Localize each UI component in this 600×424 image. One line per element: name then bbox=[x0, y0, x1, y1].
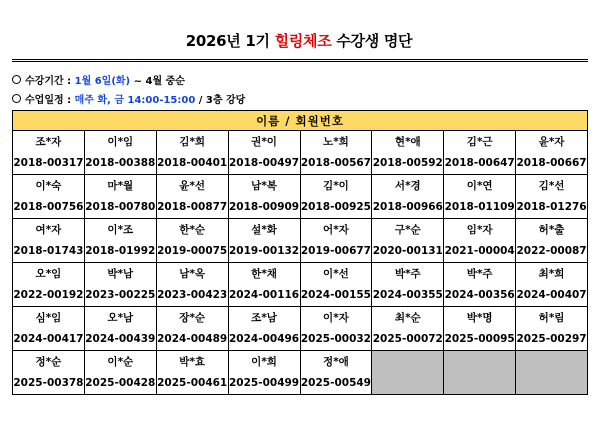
member-id: 2024-00355 bbox=[372, 284, 444, 307]
member-name: 이*자 bbox=[300, 307, 372, 329]
member-id: 2018-00966 bbox=[372, 196, 444, 219]
member-id: 2018-00925 bbox=[300, 196, 372, 219]
title-divider bbox=[12, 59, 588, 62]
table-row-names bbox=[13, 131, 588, 153]
member-name: 박*주 bbox=[444, 263, 516, 285]
member-id: 2018-00497 bbox=[228, 152, 300, 175]
member-id: 2018-00317 bbox=[13, 152, 85, 175]
member-name: 이*조 bbox=[84, 219, 156, 241]
title-prefix: 2026년 1기 bbox=[185, 32, 275, 50]
member-name: 정*순 bbox=[13, 351, 85, 373]
member-id: 2020-00131 bbox=[372, 240, 444, 263]
member-name: 이*임 bbox=[84, 131, 156, 153]
member-name: 한*순 bbox=[156, 219, 228, 241]
member-name: 어*자 bbox=[300, 219, 372, 241]
member-id: 2018-01276 bbox=[516, 196, 588, 219]
member-name: 노*희 bbox=[300, 131, 372, 153]
member-id: 2024-00496 bbox=[228, 328, 300, 351]
member-name: 조*자 bbox=[13, 131, 85, 153]
schedule-time: 매주 화, 금 14:00-15:00 bbox=[74, 95, 196, 106]
info-schedule bbox=[12, 91, 245, 106]
member-id: 2024-00439 bbox=[84, 328, 156, 351]
member-id: 2022-00087 bbox=[516, 240, 588, 263]
member-id: 2024-00489 bbox=[156, 328, 228, 351]
period-start: 1월 6일(화) bbox=[74, 76, 131, 87]
member-id: 2018-01992 bbox=[84, 240, 156, 263]
table-row-ids bbox=[13, 240, 588, 263]
member-id: 2024-00155 bbox=[300, 284, 372, 307]
member-id: 2019-00075 bbox=[156, 240, 228, 263]
info-period bbox=[12, 72, 185, 87]
member-id: 2018-00909 bbox=[228, 196, 300, 219]
page-title bbox=[12, 30, 586, 51]
member-name: 권*이 bbox=[228, 131, 300, 153]
period-end: ~ 4월 중순 bbox=[130, 76, 185, 87]
member-id: 2025-00499 bbox=[228, 372, 300, 395]
member-name: 최*순 bbox=[372, 307, 444, 329]
empty-cell bbox=[516, 372, 588, 395]
member-id: 2024-00417 bbox=[13, 328, 85, 351]
member-name: 이*순 bbox=[84, 351, 156, 373]
member-id: 2021-00004 bbox=[444, 240, 516, 263]
empty-cell bbox=[372, 351, 444, 373]
member-name: 임*자 bbox=[444, 219, 516, 241]
member-id: 2022-00192 bbox=[13, 284, 85, 307]
member-id: 2024-00356 bbox=[444, 284, 516, 307]
member-name: 허*출 bbox=[516, 219, 588, 241]
member-id: 2018-00667 bbox=[516, 152, 588, 175]
member-id: 2025-00461 bbox=[156, 372, 228, 395]
member-name: 최*희 bbox=[516, 263, 588, 285]
table-row-names bbox=[13, 263, 588, 285]
table-row-ids bbox=[13, 152, 588, 175]
member-name: 남*복 bbox=[228, 175, 300, 197]
roster-body bbox=[13, 131, 588, 395]
member-name: 김*이 bbox=[300, 175, 372, 197]
member-name: 박*효 bbox=[156, 351, 228, 373]
table-row-names bbox=[13, 307, 588, 329]
member-id: 2018-00647 bbox=[444, 152, 516, 175]
member-id: 2025-00095 bbox=[444, 328, 516, 351]
member-id: 2019-00677 bbox=[300, 240, 372, 263]
member-name: 이*연 bbox=[444, 175, 516, 197]
title-suffix: 수강생 명단 bbox=[331, 32, 413, 50]
member-id: 2018-00388 bbox=[84, 152, 156, 175]
member-id: 2018-00756 bbox=[13, 196, 85, 219]
table-row-names bbox=[13, 219, 588, 241]
member-name: 장*순 bbox=[156, 307, 228, 329]
member-id: 2023-00225 bbox=[84, 284, 156, 307]
member-id: 2025-00072 bbox=[372, 328, 444, 351]
schedule-label: 수업일정 : bbox=[25, 95, 75, 106]
member-id: 2025-00549 bbox=[300, 372, 372, 395]
schedule-place: / 3층 강당 bbox=[195, 95, 246, 106]
member-name: 윤*선 bbox=[156, 175, 228, 197]
circle-bullet-icon bbox=[12, 75, 21, 84]
member-id: 2023-00423 bbox=[156, 284, 228, 307]
empty-cell bbox=[444, 351, 516, 373]
table-row-ids bbox=[13, 196, 588, 219]
member-name: 김*선 bbox=[516, 175, 588, 197]
member-id: 2018-00592 bbox=[372, 152, 444, 175]
member-name: 구*순 bbox=[372, 219, 444, 241]
member-name: 이*선 bbox=[300, 263, 372, 285]
member-name: 남*옥 bbox=[156, 263, 228, 285]
member-name: 마*월 bbox=[84, 175, 156, 197]
table-header: 이름 / 회원번호 bbox=[13, 111, 588, 131]
member-name: 여*자 bbox=[13, 219, 85, 241]
member-id: 2018-00401 bbox=[156, 152, 228, 175]
circle-bullet-icon bbox=[12, 94, 21, 103]
member-id: 2025-00297 bbox=[516, 328, 588, 351]
table-row-ids bbox=[13, 284, 588, 307]
member-name: 박*주 bbox=[372, 263, 444, 285]
member-id: 2018-01743 bbox=[13, 240, 85, 263]
member-name: 윤*자 bbox=[516, 131, 588, 153]
table-row-names bbox=[13, 175, 588, 197]
member-name: 김*희 bbox=[156, 131, 228, 153]
member-name: 정*애 bbox=[300, 351, 372, 373]
member-id: 2018-00567 bbox=[300, 152, 372, 175]
title-highlight: 힐링체조 bbox=[274, 32, 332, 50]
member-id: 2018-00877 bbox=[156, 196, 228, 219]
member-id: 2025-00378 bbox=[13, 372, 85, 395]
member-name: 박*남 bbox=[84, 263, 156, 285]
period-label: 수강기간 : bbox=[25, 76, 75, 87]
member-name: 서*경 bbox=[372, 175, 444, 197]
member-name: 김*근 bbox=[444, 131, 516, 153]
member-id: 2018-01109 bbox=[444, 196, 516, 219]
member-id: 2025-00428 bbox=[84, 372, 156, 395]
member-name: 이*희 bbox=[228, 351, 300, 373]
member-name: 오*임 bbox=[13, 263, 85, 285]
member-id: 2018-00780 bbox=[84, 196, 156, 219]
member-id: 2024-00407 bbox=[516, 284, 588, 307]
member-id: 2024-00116 bbox=[228, 284, 300, 307]
member-name: 박*명 bbox=[444, 307, 516, 329]
table-row-names bbox=[13, 351, 588, 373]
member-name: 한*채 bbox=[228, 263, 300, 285]
member-name: 오*남 bbox=[84, 307, 156, 329]
member-id: 2019-00132 bbox=[228, 240, 300, 263]
member-name: 설*화 bbox=[228, 219, 300, 241]
table-row-ids bbox=[13, 372, 588, 395]
table-row-ids bbox=[13, 328, 588, 351]
member-name: 이*숙 bbox=[13, 175, 85, 197]
member-name: 심*임 bbox=[13, 307, 85, 329]
member-name: 허*림 bbox=[516, 307, 588, 329]
empty-cell bbox=[372, 372, 444, 395]
member-name: 조*남 bbox=[228, 307, 300, 329]
member-name: 현*애 bbox=[372, 131, 444, 153]
empty-cell bbox=[516, 351, 588, 373]
empty-cell bbox=[444, 372, 516, 395]
roster-table bbox=[12, 110, 588, 395]
member-id: 2025-00032 bbox=[300, 328, 372, 351]
